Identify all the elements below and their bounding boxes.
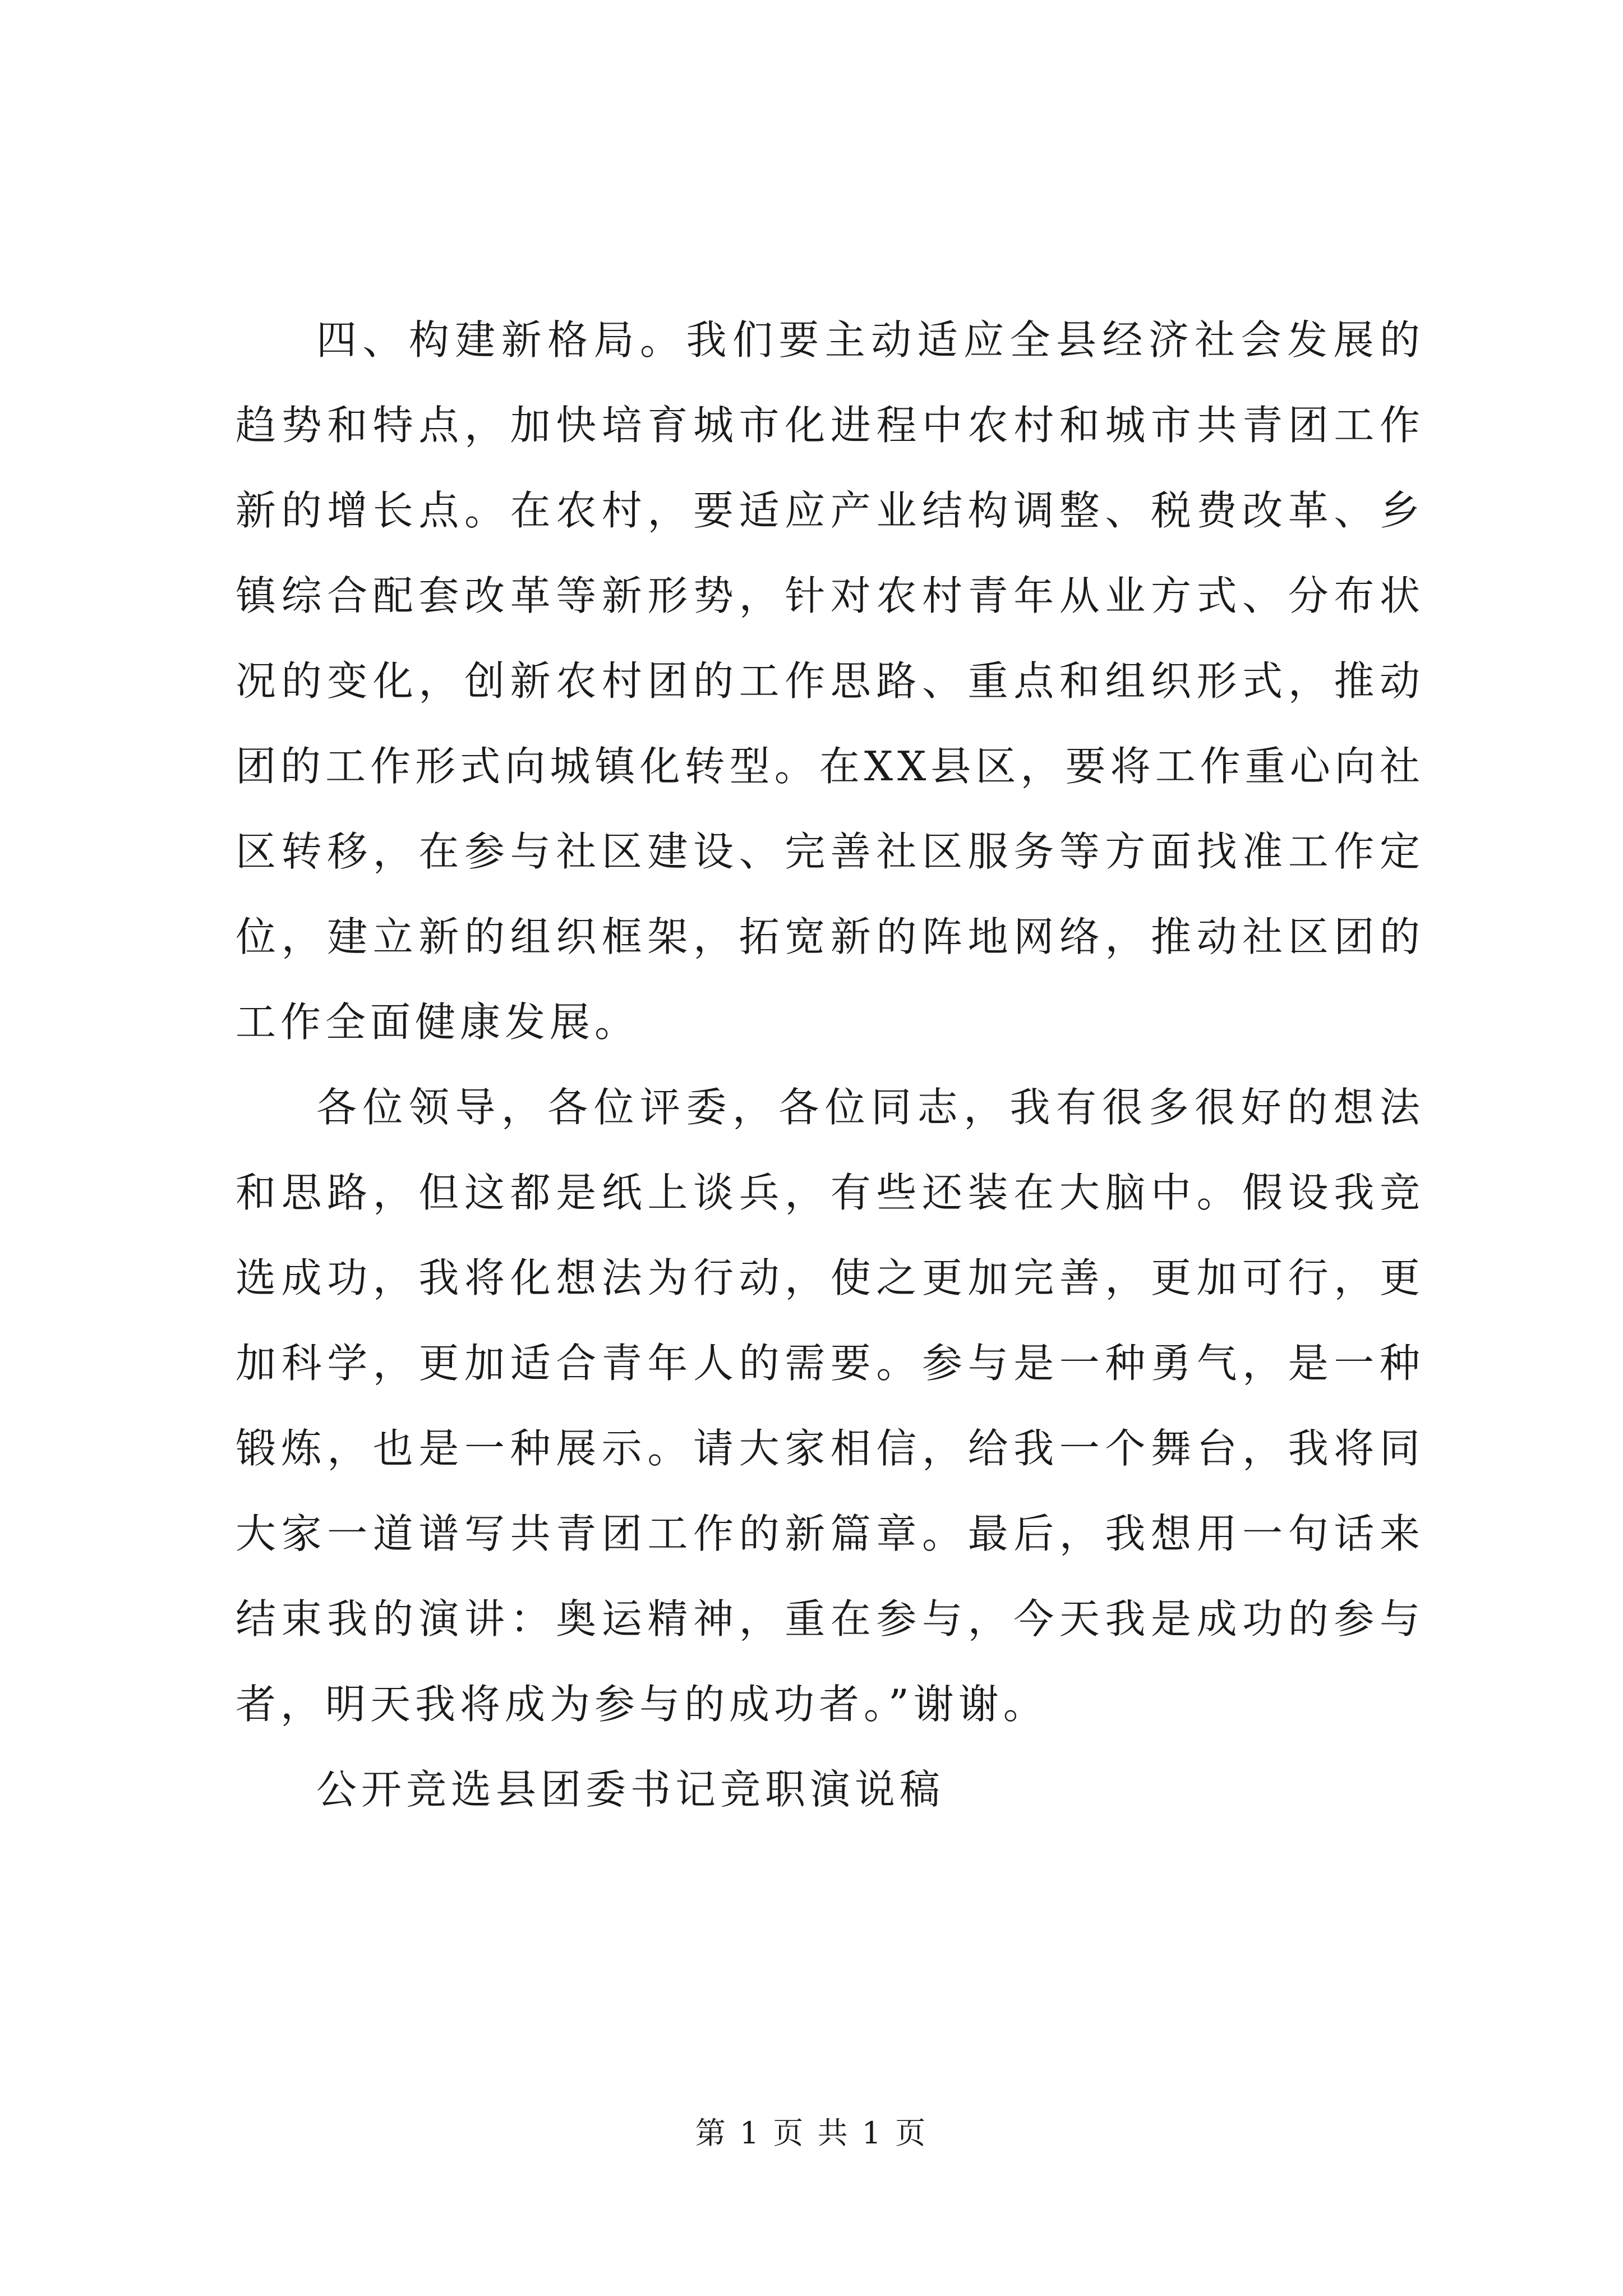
- paragraph-closing-remarks: 各位领导，各位评委，各位同志，我有很多很好的想法和思路，但这都是纸上谈兵，有些还装在大脑中。假设我竞选成功，我将化想法为行动，使之更加完善，更加可行，更加科学，更加适合青年人的需要。参与是一种勇气，是一种锻炼，也是一种展示。请大家相信，给我一个舞台，我将同大家一道谱写共青团工作的新篇章。最后，我想用一句话来结束我的演讲：奥运精神，重在参与，今天我是成功的参与者，明天我将成为参与的成功者。”谢谢。: [236, 1084, 1424, 1728]
- page-footer: 第 1 页 共 1 页: [695, 2115, 928, 2151]
- paragraph-document-title: 公开竞选县团委书记竞职演说稿: [316, 1766, 945, 1813]
- paragraph-new-pattern: 四、构建新格局。我们要主动适应全县经济社会发展的趋势和特点，加快培育城市化进程中农村和城市共青团工作新的增长点。在农村，要适应产业结构调整、税费改革、乡镇综合配套改革等新形势，针对农村青年从业方式、分布状况的变化，创新农村团的工作思路、重点和组织形式，推动团的工作形式向城镇化转型。在XX县区，要将工作重心向社区转移，在参与社区建设、完善社区服务等方面找准工作定位，建立新的组织框架，拓宽新的阵地网络，推动社区团的工作全面健康发展。: [236, 316, 1424, 1046]
- document-body: [236, 297, 1424, 1832]
